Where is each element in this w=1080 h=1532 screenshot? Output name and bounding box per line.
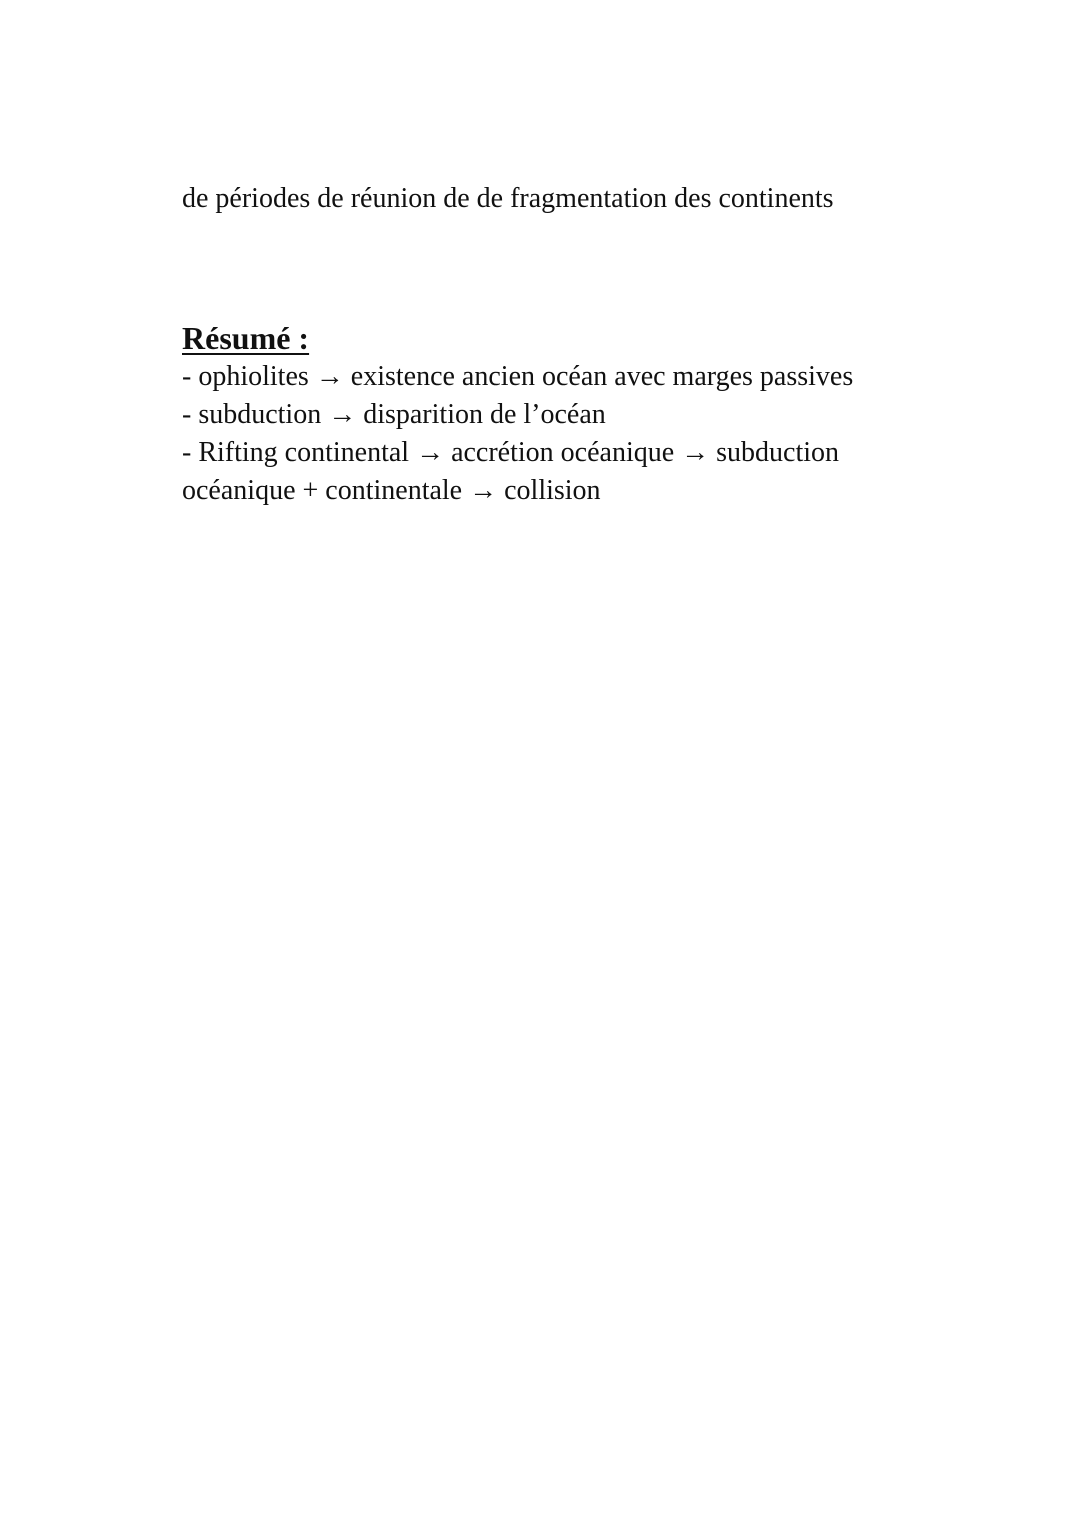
summary-heading: Résumé :: [182, 320, 310, 356]
summary-item-ophiolites: - ophiolites → existence ancien océan avec marges passives: [182, 361, 854, 392]
intro-paragraph: de périodes de réunion de de fragmentation des continents: [182, 183, 834, 214]
page-content: [182, 180, 882, 510]
summary-item-rifting: - Rifting continental → accrétion océanique → subduction océanique + continentale → collision: [182, 437, 840, 506]
summary-item-subduction: - subduction → disparition de l’océan: [182, 399, 606, 430]
summary-list: [182, 358, 882, 510]
